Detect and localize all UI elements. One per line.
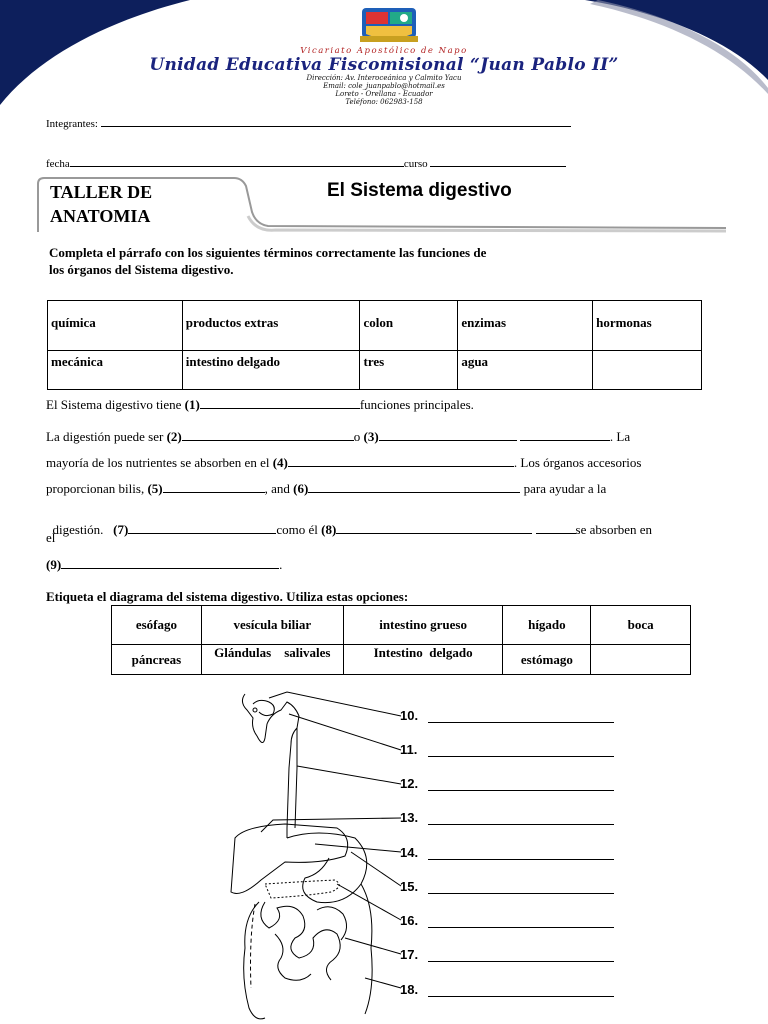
blank-8b[interactable] [536,521,576,534]
integrantes-label: Integrantes: [46,118,98,130]
terms-table [47,300,702,390]
option-cell: Intestino delgado [343,645,503,675]
label-number: 15. [400,879,419,894]
term-cell: química [48,301,183,351]
option-cell: hígado [503,606,591,645]
blank-1[interactable] [200,396,360,409]
vicariato-text: Vicariato Apostólico de Napo [300,46,468,56]
sentence-text: funciones principales. [359,397,474,412]
label-blank-16[interactable] [428,927,614,928]
blank-6[interactable] [308,480,520,493]
term-cell: agua [458,351,593,390]
blank-number: (4) [272,455,288,470]
sentence-text: proporcionan bilis, [46,481,148,496]
blank-number: (2) [166,429,182,444]
sentence-text: . [279,557,283,572]
blank-number: (7) [113,522,129,537]
label-blank-17[interactable] [428,961,614,962]
label-number: 18. [400,982,419,997]
terms-row [48,301,702,351]
page-title: El Sistema digestivo [327,180,512,201]
label-blank-14[interactable] [428,859,614,860]
blank-5[interactable] [163,480,265,493]
label-blank-10[interactable] [428,722,614,723]
school-name: Unidad Educativa Fiscomisional “Juan Pablo II” [149,55,619,75]
blank-3b[interactable] [520,428,610,441]
blank-8a[interactable] [336,521,532,534]
blank-9[interactable] [61,556,279,569]
label-blank-13[interactable] [428,824,614,825]
option-cell: Glándulas salivales [201,645,343,675]
integrantes-blank[interactable] [101,115,571,127]
sentence-5 [46,505,652,538]
fecha-blank[interactable] [70,155,404,167]
email-line: Email: cole_juanpablo@hotmail.es [323,82,445,90]
term-cell: tres [360,351,458,390]
sentence-text: . La [609,429,631,444]
label-number: 11. [400,742,418,757]
term-cell: enzimas [458,301,593,351]
blank-number: (5) [147,481,163,496]
sentence-3 [46,454,641,471]
options-row [112,645,691,675]
fecha-field[interactable] [46,155,566,170]
sentence-text: para ayudar a la [520,481,607,496]
blank-number: (6) [293,481,309,496]
blank-number: (8) [321,522,337,537]
sentence-7 [46,556,282,573]
label-blank-11[interactable] [428,756,614,757]
instructions-line1: Completa el párrafo con los siguientes términos correctamente las funciones de [49,245,487,260]
label-blank-18[interactable] [428,996,614,997]
label-number: 16. [400,913,419,928]
term-cell: colon [360,301,458,351]
blank-number: (9) [46,557,62,572]
fecha-label: fecha [46,158,70,170]
curso-label: curso [403,158,428,170]
sentence-text: La digestión puede ser [46,429,167,444]
option-cell: intestino grueso [343,606,503,645]
sentence-text: . Los órganos accesorios [513,455,642,470]
option-cell: páncreas [112,645,202,675]
blank-number: (3) [363,429,379,444]
sentence-text: o [353,429,364,444]
location-line: Loreto - Orellana - Ecuador [335,90,433,98]
sentence-4 [46,480,606,497]
sentence-text: se absorben en [575,522,653,537]
sentence-text: mayoría de los nutrientes se absorben en el [46,455,273,470]
workshop-title-line1: TALLER DE [50,182,153,202]
blank-4[interactable] [288,454,514,467]
label-number: 10. [400,708,419,723]
term-cell: intestino delgado [182,351,360,390]
curso-blank[interactable] [430,155,566,167]
label-number: 12. [400,776,419,791]
term-cell: productos extras [182,301,360,351]
label-instructions: Etiqueta el diagrama del sistema digestivo. Utiliza estas opciones: [46,589,409,604]
label-blank-15[interactable] [428,893,614,894]
options-row [112,606,691,645]
sentence-text: digestión. [52,522,114,537]
sentence-2 [46,428,630,445]
sentence-1 [46,396,474,413]
label-number: 13. [400,810,419,825]
blank-2[interactable] [182,428,354,441]
sentence-text: como él [276,522,322,537]
option-cell: vesícula biliar [201,606,343,645]
diagram-labels [400,708,620,1008]
term-cell: hormonas [593,301,702,351]
option-cell: estómago [503,645,591,675]
sentence-6: el [46,530,56,545]
workshop-title-line2: ANATOMIA [50,206,151,226]
integrantes-field[interactable] [46,115,571,130]
blank-7[interactable] [128,521,276,534]
address-line: Dirección: Av. Interoceánica y Calmito Yacu [306,74,462,82]
school-crest-logo [360,6,418,46]
blank-3a[interactable] [379,428,517,441]
term-cell [593,351,702,390]
sentence-text: , and [264,481,294,496]
option-cell: boca [591,606,691,645]
phone-line: Teléfono: 062983-158 [345,98,423,106]
digestive-system-diagram [225,688,405,1024]
instructions-line2: los órganos del Sistema digestivo. [49,262,234,277]
label-blank-12[interactable] [428,790,614,791]
term-cell: mecánica [48,351,183,390]
terms-row [48,351,702,390]
label-number: 17. [400,947,419,962]
options-table [111,605,691,675]
option-cell: esófago [112,606,202,645]
label-number: 14. [400,845,419,860]
option-cell [591,645,691,675]
blank-number: (1) [184,397,200,412]
sentence-text: El Sistema digestivo tiene [46,397,185,412]
